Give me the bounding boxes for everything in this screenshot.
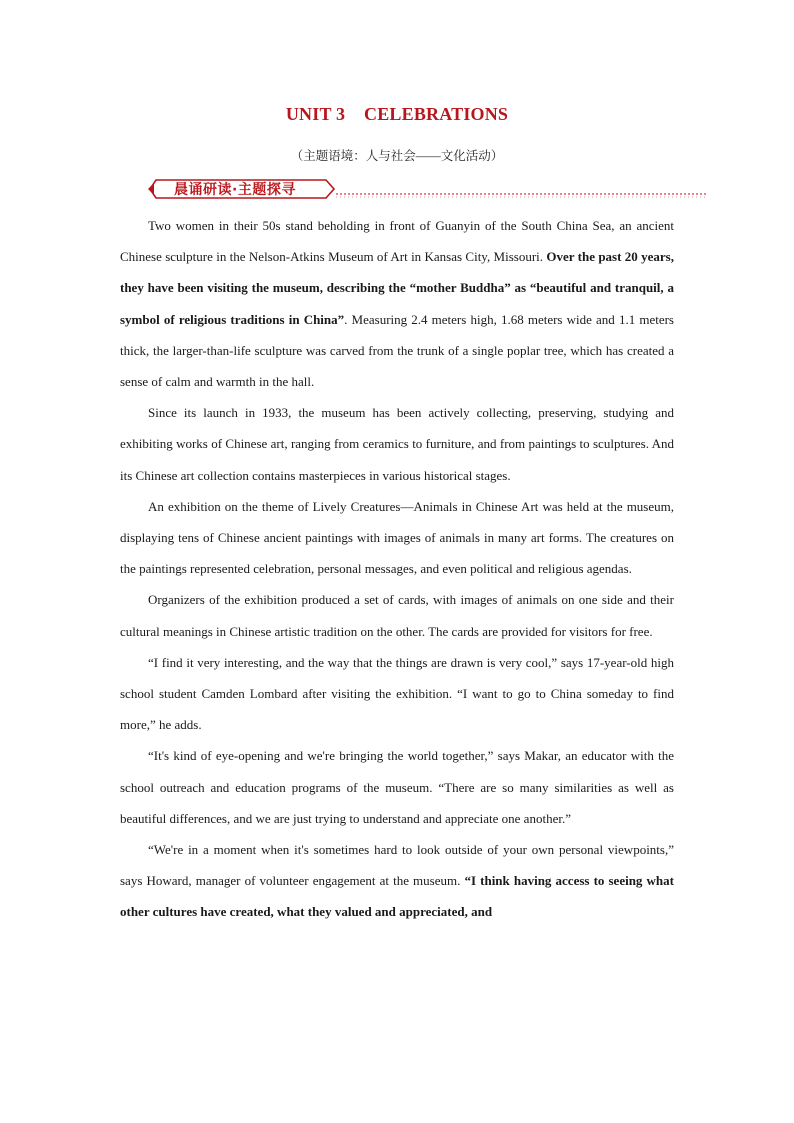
paragraph-3: An exhibition on the theme of Lively Creatures—Animals in Chinese Art was held at the museum, displaying tens of Chinese ancient paintings with images of animals in many art forms. The creatures on the paintings represented celebration, personal messages, and even political and religious agendas.	[120, 498, 674, 577]
paragraph-2: Since its launch in 1933, the museum has been actively collecting, preserving, studying and exhibiting works of Chinese art, ranging from ceramics to furniture, and from paintings to sculptures. And its Chinese art collection contains masterpieces in various historical stages.	[120, 405, 674, 483]
article-body	[120, 210, 674, 928]
section-banner	[146, 176, 708, 202]
paragraph-1-bold-sentence: Over the past 20 years, they have been visiting the museum, describing the “mother Buddha” as “beautiful and tranquil, a symbol of religious traditions in China”	[120, 249, 674, 327]
unit-title: UNIT 3 CELEBRATIONS	[285, 104, 509, 124]
paragraph-6: “It's kind of eye-opening and we're bringing the world together,” says Makar, an educator with the school outreach and education programs of the museum. “There are so many similarities as well as beautiful differences, and we are just trying to understand and appreciate one another.”	[120, 748, 674, 826]
theme-subtitle: （主题语境：人与社会——文化活动）	[290, 149, 504, 163]
paragraph-5: “I find it very interesting, and the way that the things are drawn is very cool,” says 17-year-old high school student Camden Lombard after visiting the exhibition. “I want to go to China someday to find more,” he adds.	[120, 654, 674, 733]
section-banner-label: 晨诵研读·主题探寻	[174, 182, 296, 198]
paragraph-4: Organizers of the exhibition produced a set of cards, with images of animals on one side and their cultural meanings in Chinese artistic tradition on the other. The cards are provided for visitors for free.	[120, 592, 674, 639]
paragraph-7-bold-sentence: “I think having access to seeing what other cultures have created, what they valued and appreciated, and	[120, 873, 674, 920]
paragraph-1-text: Two women in their 50s stand beholding in front of Guanyin of the South China Sea, an ancient Chinese sculpture in the Nelson-Atkins Museum of Art in Kansas City, Missouri.	[120, 218, 674, 265]
paragraph-7-text: “We're in a moment when it's sometimes hard to look outside of your own personal viewpoints,” says Howard, manager of volunteer engagement at the museum.	[120, 842, 674, 889]
paragraph-1-text-cont: . Measuring 2.4 meters high, 1.68 meters wide and 1.1 meters thick, the larger-than-life sculpture was carved from the trunk of a single poplar tree, which has created a sense of calm and warmth in the hall.	[120, 311, 674, 390]
paragraph-1	[120, 210, 674, 397]
paragraph-7	[120, 834, 674, 928]
